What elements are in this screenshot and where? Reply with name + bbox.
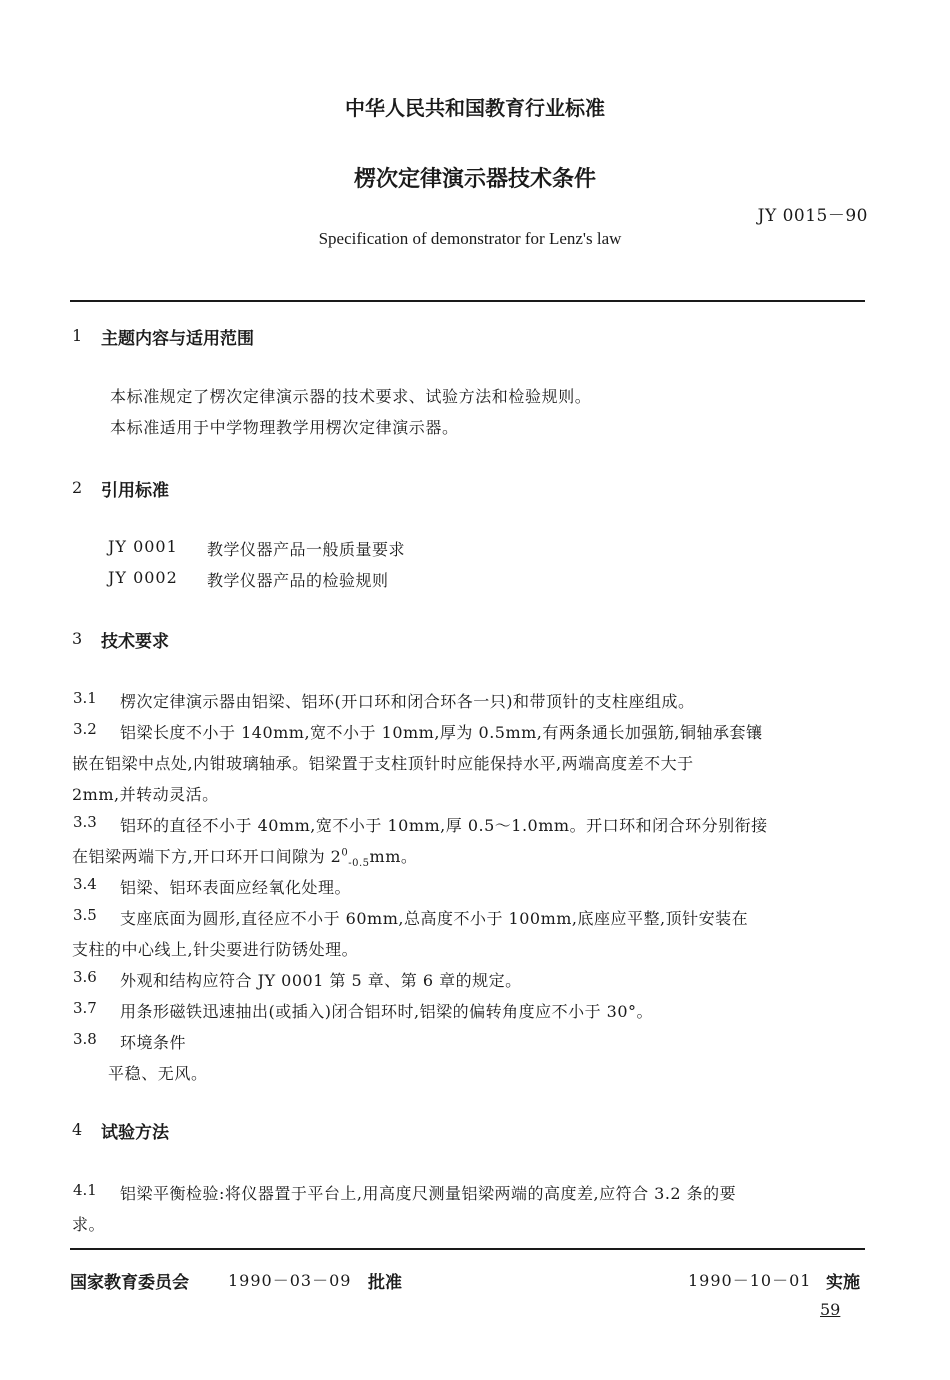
clause-text-continued: 支柱的中心线上,针尖要进行防锈处理。	[72, 940, 359, 959]
page-number: 59	[820, 1300, 841, 1319]
reference-title: 教学仪器产品的检验规则	[207, 571, 389, 590]
clause-number: 3.1	[73, 689, 97, 707]
text-run: mm。	[369, 847, 418, 866]
clause-text: 铝梁、铝环表面应经氧化处理。	[120, 878, 352, 897]
clause-text: 支座底面为圆形,直径应不小于 60mm,总高度不小于 100mm,底座应平整,顶针安装在	[120, 909, 749, 928]
bottom-divider	[70, 1248, 865, 1250]
approval-date: 1990－03－09	[228, 1271, 352, 1290]
section-number: 2	[72, 478, 83, 497]
header-organization: 中华人民共和国教育行业标准	[345, 96, 605, 120]
clause-detail: 平稳、无风。	[108, 1064, 208, 1083]
tolerance-upper: 0	[341, 847, 349, 859]
reference-code: JY 0002	[108, 568, 178, 587]
clause-text-continued: 求。	[72, 1215, 106, 1234]
reference-title: 教学仪器产品一般质量要求	[207, 540, 406, 559]
english-title: Specification of demonstrator for Lenz's law	[318, 229, 622, 248]
clause-text: 铝环的直径不小于 40mm,宽不小于 10mm,厚 0.5～1.0mm。开口环和闭合环分别衔接	[120, 816, 768, 835]
clause-number: 3.8	[73, 1030, 97, 1048]
clause-number: 3.7	[73, 999, 97, 1017]
clause-text: 楞次定律演示器由铝梁、铝环(开口环和闭合环各一只)和带顶针的支柱座组成。	[120, 692, 695, 711]
clause-text: 铝梁长度不小于 140mm,宽不小于 10mm,厚为 0.5mm,有两条通长加强筋,铜轴承套镶	[120, 723, 763, 742]
standard-code: JY 0015－90	[757, 206, 868, 226]
section-number: 3	[72, 629, 83, 648]
clause-text-continued	[72, 844, 417, 869]
clause-text-continued: 2mm,并转动灵活。	[72, 785, 219, 804]
clause-number: 3.3	[73, 813, 97, 831]
tolerance-lower: -0.5	[348, 858, 370, 870]
document-title: 楞次定律演示器技术条件	[353, 167, 596, 192]
section-number: 4	[72, 1120, 83, 1139]
section-number: 1	[72, 326, 83, 345]
clause-number: 3.4	[73, 875, 97, 893]
text-run: 在铝梁两端下方,开口环开口间隙为 2	[72, 847, 342, 866]
clause-text: 外观和结构应符合 JY 0001 第 5 章、第 6 章的规定。	[120, 971, 522, 990]
clause-number: 3.5	[73, 906, 97, 924]
clause-text-continued: 嵌在铝梁中点处,内钳玻璃轴承。铝梁置于支柱顶针时应能保持水平,两端高度差不大于	[72, 754, 694, 773]
effective-date: 1990－10－01	[688, 1271, 812, 1290]
paragraph: 本标准适用于中学物理教学用楞次定律演示器。	[110, 418, 459, 437]
clause-text: 环境条件	[120, 1033, 187, 1052]
section-title: 主题内容与适用范围	[101, 329, 254, 349]
clause-text: 用条形磁铁迅速抽出(或插入)闭合铝环时,铝梁的偏转角度应不小于 30°。	[120, 1002, 654, 1021]
top-divider	[70, 300, 865, 302]
section-title: 引用标准	[101, 481, 169, 501]
section-title: 试验方法	[101, 1123, 169, 1143]
clause-text: 铝梁平衡检验:将仪器置于平台上,用高度尺测量铝梁两端的高度差,应符合 3.2 条的要	[120, 1184, 737, 1203]
clause-number: 3.2	[73, 720, 97, 738]
clause-number: 3.6	[73, 968, 97, 986]
paragraph: 本标准规定了楞次定律演示器的技术要求、试验方法和检验规则。	[110, 387, 592, 406]
effective-label: 实施	[826, 1273, 860, 1293]
approval-label: 批准	[368, 1273, 402, 1293]
clause-number: 4.1	[73, 1181, 97, 1199]
section-title: 技术要求	[101, 632, 169, 652]
reference-code: JY 0001	[108, 537, 178, 556]
issuer: 国家教育委员会	[70, 1273, 189, 1293]
